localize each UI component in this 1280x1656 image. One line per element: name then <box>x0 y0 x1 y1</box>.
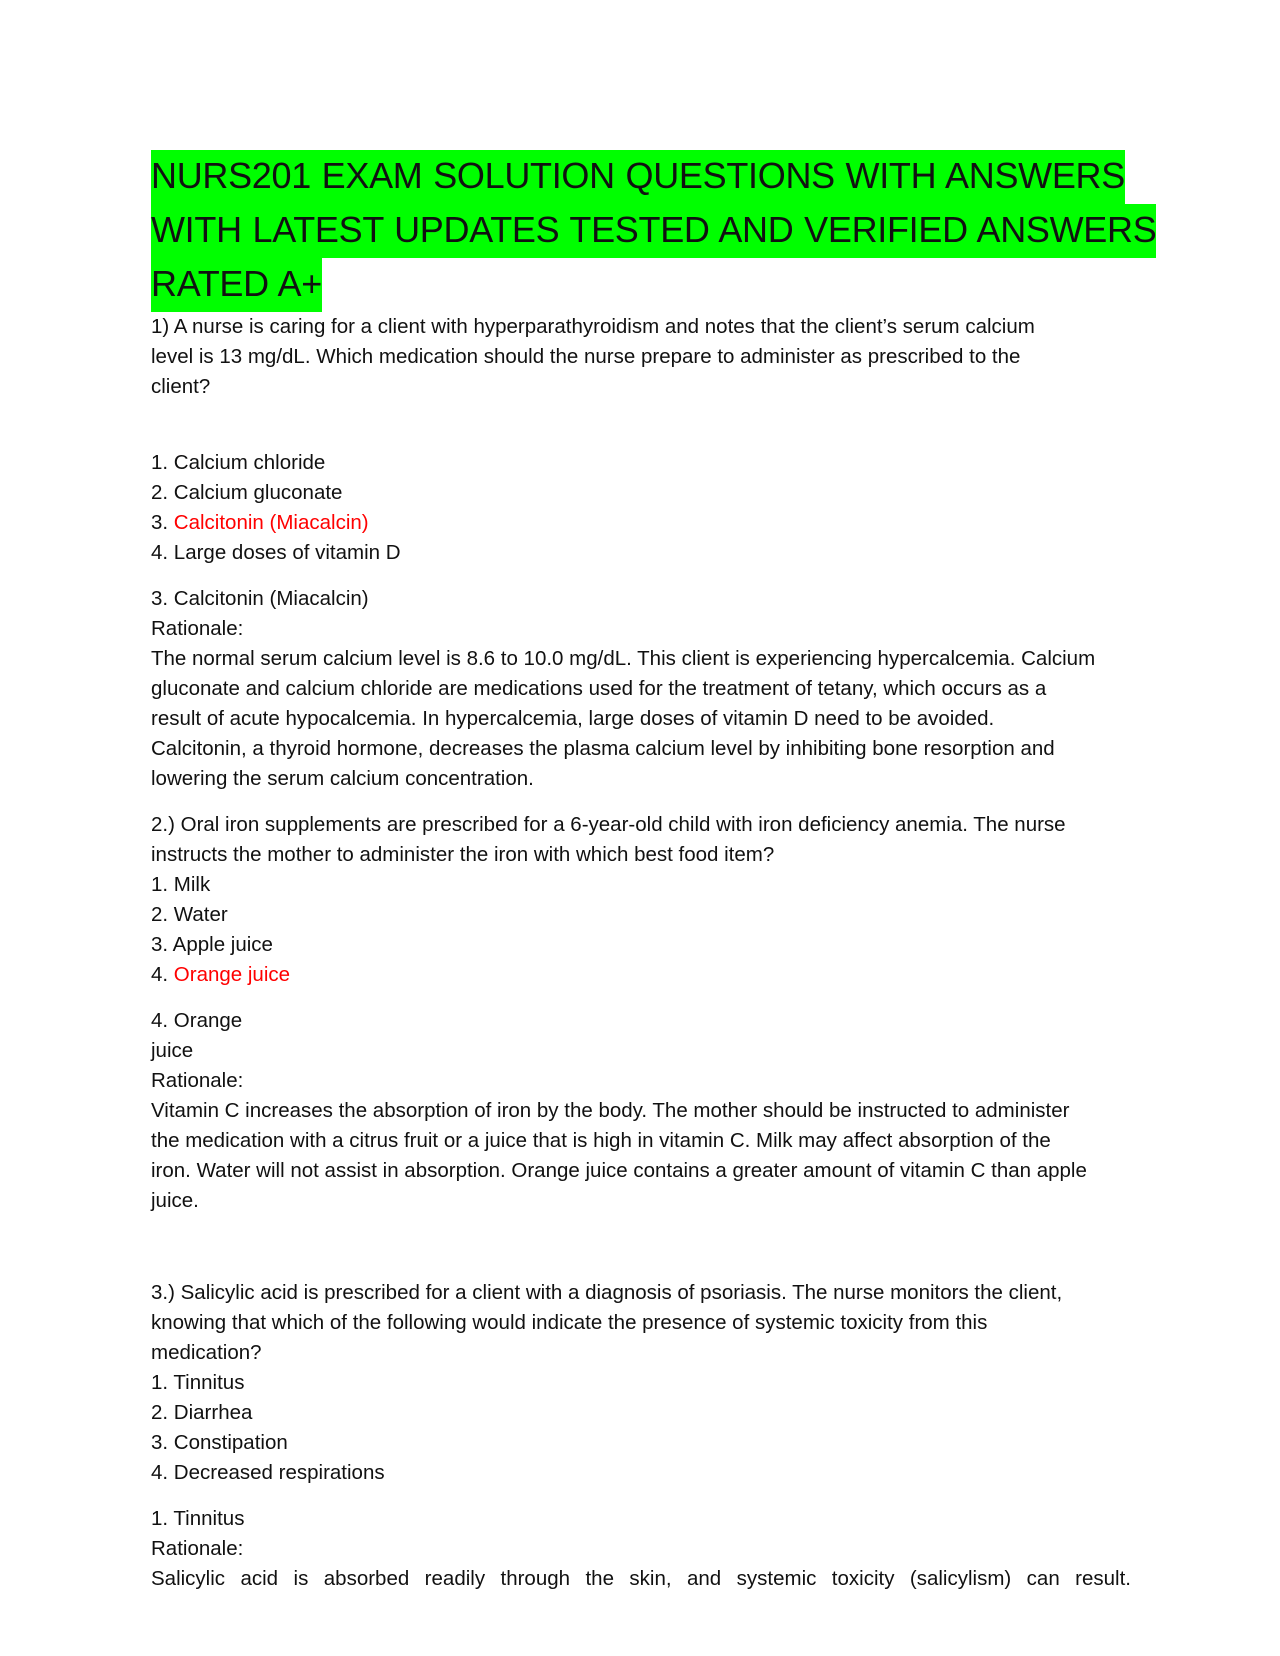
title-line-1: NURS201 EXAM SOLUTION QUESTIONS WITH ANSWERS <box>151 150 1125 204</box>
rationale-3-line-1: Salicylic acid is absorbed readily through the skin, and systemic toxicity (salicylism) can result. <box>151 1567 1131 1590</box>
rationale-label-3: Rationale: <box>151 1537 244 1560</box>
title-line-2: WITH LATEST UPDATES TESTED AND VERIFIED ANSWERS <box>151 204 1156 258</box>
rationale-1-line-3: result of acute hypocalcemia. In hypercalcemia, large doses of vitamin D need to be avoided. <box>151 707 995 730</box>
question-2-line-1: 2.) Oral iron supplements are prescribed for a 6-year-old child with iron deficiency anemia. The nurse <box>151 813 1066 836</box>
rationale-1-line-4: Calcitonin, a thyroid hormone, decreases the plasma calcium level by inhibiting bone resorption and <box>151 737 1055 760</box>
option-1-1: 1. Calcium chloride <box>151 451 326 474</box>
answer-2-line-2: juice <box>151 1039 194 1062</box>
document-page <box>151 150 1157 1594</box>
question-2-answer <box>151 1006 1131 1216</box>
answer-1: 3. Calcitonin (Miacalcin) <box>151 587 369 610</box>
question-2-line-2: instructs the mother to administer the iron with which best food item? <box>151 843 775 866</box>
question-2-text <box>151 810 1131 870</box>
option-1-3-correct: 3. Calcitonin (Miacalcin) <box>151 511 369 534</box>
answer-3: 1. Tinnitus <box>151 1507 245 1530</box>
option-3-2: 2. Diarrhea <box>151 1401 253 1424</box>
rationale-2-line-3: iron. Water will not assist in absorption. Orange juice contains a greater amount of vitamin C than apple <box>151 1159 1087 1182</box>
question-1-options <box>151 448 1131 568</box>
question-1-line-2: level is 13 mg/dL. Which medication should the nurse prepare to administer as prescribed to the <box>151 345 1021 368</box>
rationale-1-line-2: gluconate and calcium chloride are medications used for the treatment of tetany, which occurs as a <box>151 677 1047 700</box>
document-title <box>151 150 1157 312</box>
option-3-1: 1. Tinnitus <box>151 1371 245 1394</box>
rationale-1-line-1: The normal serum calcium level is 8.6 to 10.0 mg/dL. This client is experiencing hypercalcemia. Calcium <box>151 647 1096 670</box>
question-2-options <box>151 870 1131 990</box>
question-1-line-3: client? <box>151 375 211 398</box>
question-3 <box>151 1278 1131 1594</box>
title-line-3: RATED A+ <box>151 258 322 312</box>
rationale-label-1: Rationale: <box>151 617 244 640</box>
question-1-text <box>151 312 1131 402</box>
option-2-3: 3. Apple juice <box>151 933 273 956</box>
question-3-answer <box>151 1504 1131 1594</box>
option-2-2: 2. Water <box>151 903 228 926</box>
question-3-text <box>151 1278 1131 1368</box>
question-3-line-2: knowing that which of the following would indicate the presence of systemic toxicity from this <box>151 1311 988 1334</box>
rationale-2-line-2: the medication with a citrus fruit or a juice that is high in vitamin C. Milk may affect absorption of the <box>151 1129 1051 1152</box>
question-2 <box>151 810 1131 1216</box>
rationale-2-line-1: Vitamin C increases the absorption of iron by the body. The mother should be instructed to administer <box>151 1099 1070 1122</box>
question-3-options <box>151 1368 1131 1488</box>
rationale-1-line-5: lowering the serum calcium concentration. <box>151 767 534 790</box>
option-3-3: 3. Constipation <box>151 1431 288 1454</box>
answer-2-line-1: 4. Orange <box>151 1009 243 1032</box>
option-3-4: 4. Decreased respirations <box>151 1461 385 1484</box>
rationale-label-2: Rationale: <box>151 1069 244 1092</box>
rationale-2-line-4: juice. <box>151 1189 199 1212</box>
option-2-4-correct: 4. Orange juice <box>151 963 291 986</box>
question-3-line-3: medication? <box>151 1341 262 1364</box>
option-2-1: 1. Milk <box>151 873 211 896</box>
question-3-line-1: 3.) Salicylic acid is prescribed for a client with a diagnosis of psoriasis. The nurse monitors the client, <box>151 1281 1063 1304</box>
question-1-answer <box>151 584 1131 794</box>
question-1 <box>151 312 1131 794</box>
question-1-line-1: 1) A nurse is caring for a client with hyperparathyroidism and notes that the client’s serum calcium <box>151 315 1035 338</box>
option-1-4: 4. Large doses of vitamin D <box>151 541 401 564</box>
option-1-2: 2. Calcium gluconate <box>151 481 343 504</box>
